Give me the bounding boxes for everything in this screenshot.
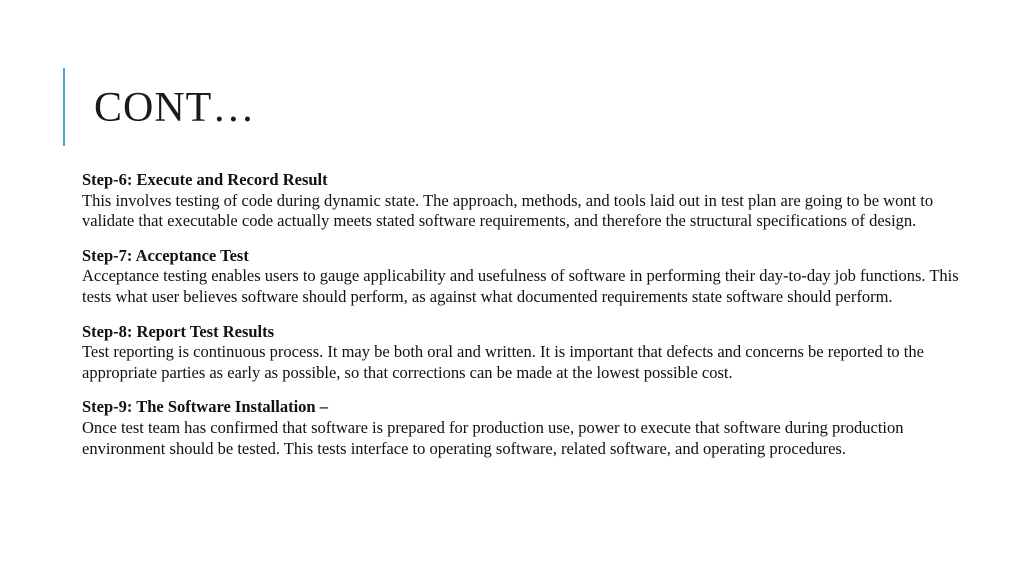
step-7-heading: Step-7: Acceptance Test — [82, 245, 249, 265]
step-8-heading: Step-8: Report Test Results — [82, 321, 275, 341]
step-9-body: Once test team has confirmed that software is prepared for production use, power to execute that software during production environment should be tested. This tests interface to operating software, related software, and operating procedures. — [82, 417, 904, 458]
step-6 — [82, 170, 972, 232]
step-7 — [82, 246, 972, 308]
step-6-body: This involves testing of code during dynamic state. The approach, methods, and tools laid out in test plan are going to be wont to validate that executable code actually meets stated software requirements, and therefore the structural specifications of design. — [82, 190, 934, 231]
step-9-heading: Step-9: The Software Installation – — [82, 397, 328, 417]
step-7-body: Acceptance testing enables users to gauge applicability and usefulness of software in performing their day-to-day job functions. This tests what user believes software should perform, as against what documented requirements state software should perform. — [82, 266, 959, 306]
step-6-heading: Step-6: Execute and Record Result — [82, 170, 328, 189]
title-accent-bar — [63, 68, 65, 146]
slide-content — [82, 170, 972, 473]
slide-title: CONT… — [94, 85, 256, 131]
step-9 — [82, 397, 972, 459]
step-8-body: Test reporting is continuous process. It may be both oral and written. It is important that defects and concerns be reported to the appropriate parties as early as possible, so that corrections can be made at the lowest possible cost. — [82, 342, 924, 382]
step-8 — [82, 322, 972, 384]
